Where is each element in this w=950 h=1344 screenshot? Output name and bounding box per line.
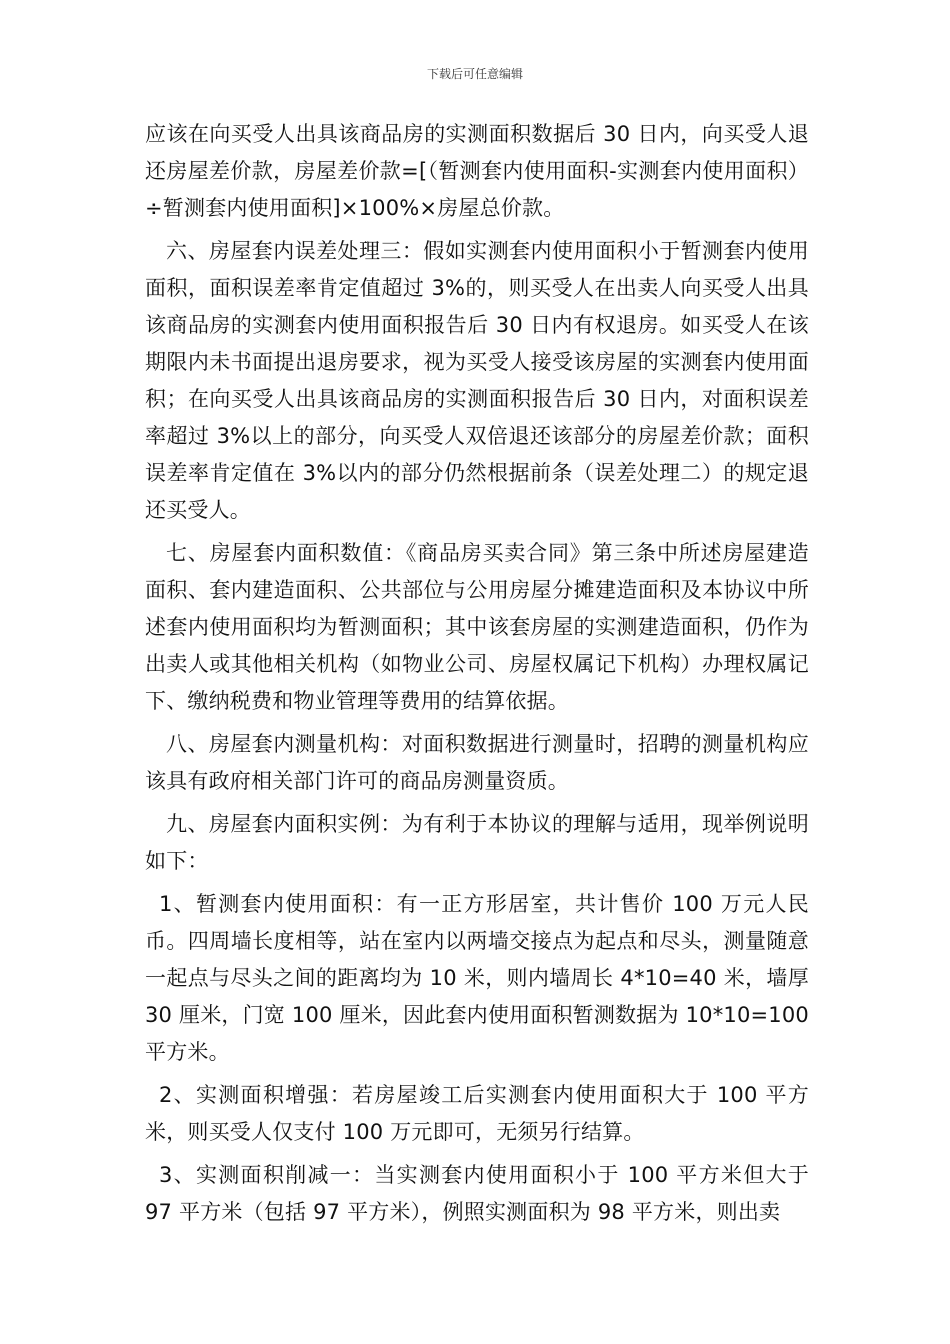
paragraph-section-7: 七、房屋套内面积数值：《商品房买卖合同》第三条中所述房屋建造面积、套内建造面积、公共部位与公用房屋分摊建造面积及本协议中所述套内使用面积均为暂测面积；其中该套房屋的实测建造面积，仍作为出卖人或其他相关机构（如物业公司、房屋权属记下机构）办理权属记下、缴纳税费和物业管理等费用的结算依据。 <box>145 541 809 713</box>
paragraph-section-6: 六、房屋套内误差处理三：假如实测套内使用面积小于暂测套内使用面积，面积误差率肯定值超过 3%的，则买受人在出卖人向买受人出具该商品房的实测套内使用面积报告后 30 日内有权退房。如买受人在该期限内未书面提出退房要求，视为买受人接受该房屋的实测套内使用面积；在向买受人出具该商品房的实测面积报告后 30 日内，对面积误差率超过 3%以上的部分，向买受人双倍退还该部分的房屋差价款；面积误差率肯定值在 3%以内的部分仍然根据前条（误差处理二）的规定退还买受人。 <box>145 239 809 522</box>
paragraph-item-3: 3、实测面积削减一：当实测套内使用面积小于 100 平方米但大于 97 平方米（包括 97 平方米），例照实测面积为 98 平方米，则出卖 <box>145 1163 809 1224</box>
document-body <box>145 116 809 1237</box>
page-header: 下载后可任意编辑 <box>426 67 523 81</box>
paragraph-continuation: 应该在向买受人出具该商品房的实测面积数据后 30 日内，向买受人退还房屋差价款，房屋差价款=[（暂测套内使用面积-实测套内使用面积）÷暂测套内使用面积]×100%×房屋总价款。 <box>145 122 809 220</box>
paragraph-item-1: 1、暂测套内使用面积：有一正方形居室，共计售价 100 万元人民币。四周墙长度相等，站在室内以两墙交接点为起点和尽头，测量随意一起点与尽头之间的距离均为 10 米，则内墙周长 4*10=40 米，墙厚 30 厘米，门宽 100 厘米，因此套内使用面积暂测数据为 10*10=100 平方米。 <box>145 892 809 1064</box>
paragraph-item-2: 2、实测面积增强：若房屋竣工后实测套内使用面积大于 100 平方米，则买受人仅支付 100 万元即可，无须另行结算。 <box>145 1083 809 1144</box>
paragraph-section-9: 九、房屋套内面积实例：为有利于本协议的理解与适用，现举例说明如下： <box>145 812 809 873</box>
paragraph-section-8: 八、房屋套内测量机构：对面积数据进行测量时，招聘的测量机构应该具有政府相关部门许可的商品房测量资质。 <box>145 732 809 793</box>
